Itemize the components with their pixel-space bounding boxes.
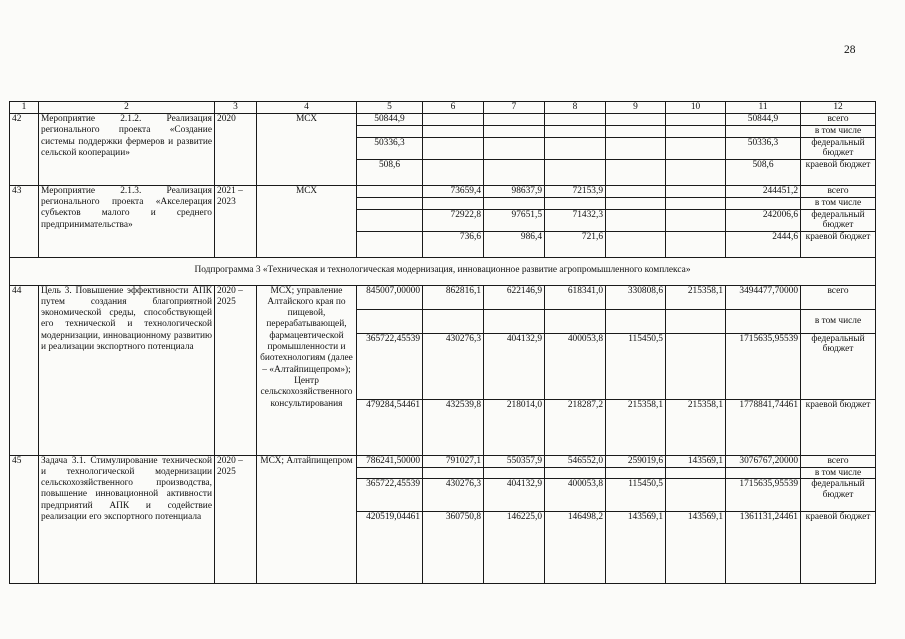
col-header: 9 <box>606 102 666 114</box>
cell-value: 218287,2 <box>545 399 606 455</box>
cell-value: 97651,5 <box>484 209 545 231</box>
cell-value: 986,4 <box>484 231 545 257</box>
cell-value: 404132,9 <box>484 333 545 399</box>
cell-value: 1778841,74461 <box>726 399 801 455</box>
subprogram-row <box>10 257 876 285</box>
cell-value: 721,6 <box>545 231 606 257</box>
col-header: 7 <box>484 102 545 114</box>
cell-value: 479284,54461 <box>357 399 423 455</box>
column-number-row <box>10 102 876 114</box>
cell-value: 143569,1 <box>666 512 726 584</box>
event-name: Мероприятие 2.1.2. Реализация регионального проекта «Создание системы поддержки фермеров и развитие сельской кооперации» <box>39 114 215 186</box>
goal-name: Цель 3. Повышение эффективности АПК путем создания благоприятной экономической среды, способствующей его технической и технологической модернизации, инновационному развитию и реализации экспортного потенциала <box>39 285 215 455</box>
funding-label: федеральный бюджет <box>801 333 876 399</box>
cell-value: 365722,45539 <box>357 479 423 512</box>
cell-value: 618341,0 <box>545 285 606 309</box>
cell-value: 115450,5 <box>606 333 666 399</box>
cell-value: 550357,9 <box>484 455 545 467</box>
cell-value: 146225,0 <box>484 512 545 584</box>
col-header: 12 <box>801 102 876 114</box>
executor: МСХ <box>257 114 357 186</box>
cell-value: 115450,5 <box>606 479 666 512</box>
cell-value: 72153,9 <box>545 185 606 197</box>
cell-value: 73659,4 <box>423 185 484 197</box>
cell-value: 622146,9 <box>484 285 545 309</box>
cell-value <box>666 479 726 512</box>
cell-value: 215358,1 <box>666 399 726 455</box>
cell-value: 242006,6 <box>726 209 801 231</box>
cell-c11: 50844,9 <box>726 114 801 126</box>
executor: МСХ <box>257 185 357 257</box>
cell-value: 244451,2 <box>726 185 801 197</box>
row-number: 44 <box>10 285 39 455</box>
col-header: 5 <box>357 102 423 114</box>
cell-value: 215358,1 <box>666 285 726 309</box>
period: 2020 – 2025 <box>215 455 257 584</box>
funding-label: краевой бюджет <box>801 231 876 257</box>
row-number: 43 <box>10 185 39 257</box>
col-header: 8 <box>545 102 606 114</box>
cell-value: 736,6 <box>423 231 484 257</box>
period: 2021 – 2023 <box>215 185 257 257</box>
row-number: 45 <box>10 455 39 584</box>
cell-value <box>666 333 726 399</box>
table-row <box>10 455 876 467</box>
cell-value: 430276,3 <box>423 479 484 512</box>
cell-value: 218014,0 <box>484 399 545 455</box>
cell-value: 546552,0 <box>545 455 606 467</box>
funding-label: краевой бюджет <box>801 399 876 455</box>
col-header: 6 <box>423 102 484 114</box>
cell-value: 786241,50000 <box>357 455 423 467</box>
cell-value: 1715635,95539 <box>726 333 801 399</box>
cell-c5: 508,6 <box>357 159 423 185</box>
funding-label: в том числе <box>801 309 876 333</box>
cell-value: 72922,8 <box>423 209 484 231</box>
cell-value: 330808,6 <box>606 285 666 309</box>
cell-value: 432539,8 <box>423 399 484 455</box>
col-header: 4 <box>257 102 357 114</box>
task-name: Задача 3.1. Стимулирование технической и технологической модернизации сельскохозяйственного производства, повышение инновационной активности предприятий АПК и содействие реализации его экспортного потенциала <box>39 455 215 584</box>
cell-value: 71432,3 <box>545 209 606 231</box>
cell-c11: 508,6 <box>726 159 801 185</box>
cell-c11: 50336,3 <box>726 137 801 159</box>
cell-value: 365722,45539 <box>357 333 423 399</box>
event-name: Мероприятие 2.1.3. Реализация регионального проекта «Акселерация субъектов малого и среднего предпринимательства» <box>39 185 215 257</box>
funding-label: всего <box>801 455 876 467</box>
funding-label: всего <box>801 285 876 309</box>
executor: МСХ; управление Алтайского края по пищевой, перерабатывающей, фармацевтической промышленности и биотехнологиям (далее – «Алтайпищепром»); Центр сельскохозяйственного консультирования <box>257 285 357 455</box>
period: 2020 <box>215 114 257 186</box>
funding-label: всего <box>801 185 876 197</box>
cell-value: 862816,1 <box>423 285 484 309</box>
cell-value: 98637,9 <box>484 185 545 197</box>
funding-label: в том числе <box>801 126 876 138</box>
cell-value: 360750,8 <box>423 512 484 584</box>
cell-value: 430276,3 <box>423 333 484 399</box>
executor: МСХ; Алтайпищепром <box>257 455 357 584</box>
cell-value: 259019,6 <box>606 455 666 467</box>
cell-value: 3076767,20000 <box>726 455 801 467</box>
cell-value: 1715635,95539 <box>726 479 801 512</box>
subprogram-title: Подпрограмма 3 «Техническая и технологическая модернизация, инновационное развитие агропромышленного комплекса» <box>10 257 876 285</box>
col-header: 11 <box>726 102 801 114</box>
col-header: 2 <box>39 102 215 114</box>
cell-value: 215358,1 <box>606 399 666 455</box>
period: 2020 – 2025 <box>215 285 257 455</box>
col-header: 3 <box>215 102 257 114</box>
table-row <box>10 114 876 126</box>
cell-value: 2444,6 <box>726 231 801 257</box>
funding-label: в том числе <box>801 467 876 479</box>
funding-label: краевой бюджет <box>801 159 876 185</box>
funding-label: федеральный бюджет <box>801 479 876 512</box>
cell-value: 143569,1 <box>666 455 726 467</box>
col-header: 1 <box>10 102 39 114</box>
cell-value: 791027,1 <box>423 455 484 467</box>
cell-c5: 50844,9 <box>357 114 423 126</box>
cell-c5: 50336,3 <box>357 137 423 159</box>
cell-value: 400053,8 <box>545 333 606 399</box>
funding-label: в том числе <box>801 198 876 210</box>
cell-value: 404132,9 <box>484 479 545 512</box>
funding-label: федеральный бюджет <box>801 137 876 159</box>
cell-value: 143569,1 <box>606 512 666 584</box>
cell-value: 420519,04461 <box>357 512 423 584</box>
cell-value: 1361131,24461 <box>726 512 801 584</box>
funding-label: краевой бюджет <box>801 512 876 584</box>
table-row <box>10 285 876 309</box>
funding-label: федеральный бюджет <box>801 209 876 231</box>
col-header: 10 <box>666 102 726 114</box>
cell-value: 400053,8 <box>545 479 606 512</box>
page-number: 28 <box>844 44 856 56</box>
cell-value: 146498,2 <box>545 512 606 584</box>
cell-value: 3494477,70000 <box>726 285 801 309</box>
funding-label: всего <box>801 114 876 126</box>
cell-value: 845007,00000 <box>357 285 423 309</box>
table-row <box>10 185 876 197</box>
row-number: 42 <box>10 114 39 186</box>
budget-table <box>9 101 876 584</box>
